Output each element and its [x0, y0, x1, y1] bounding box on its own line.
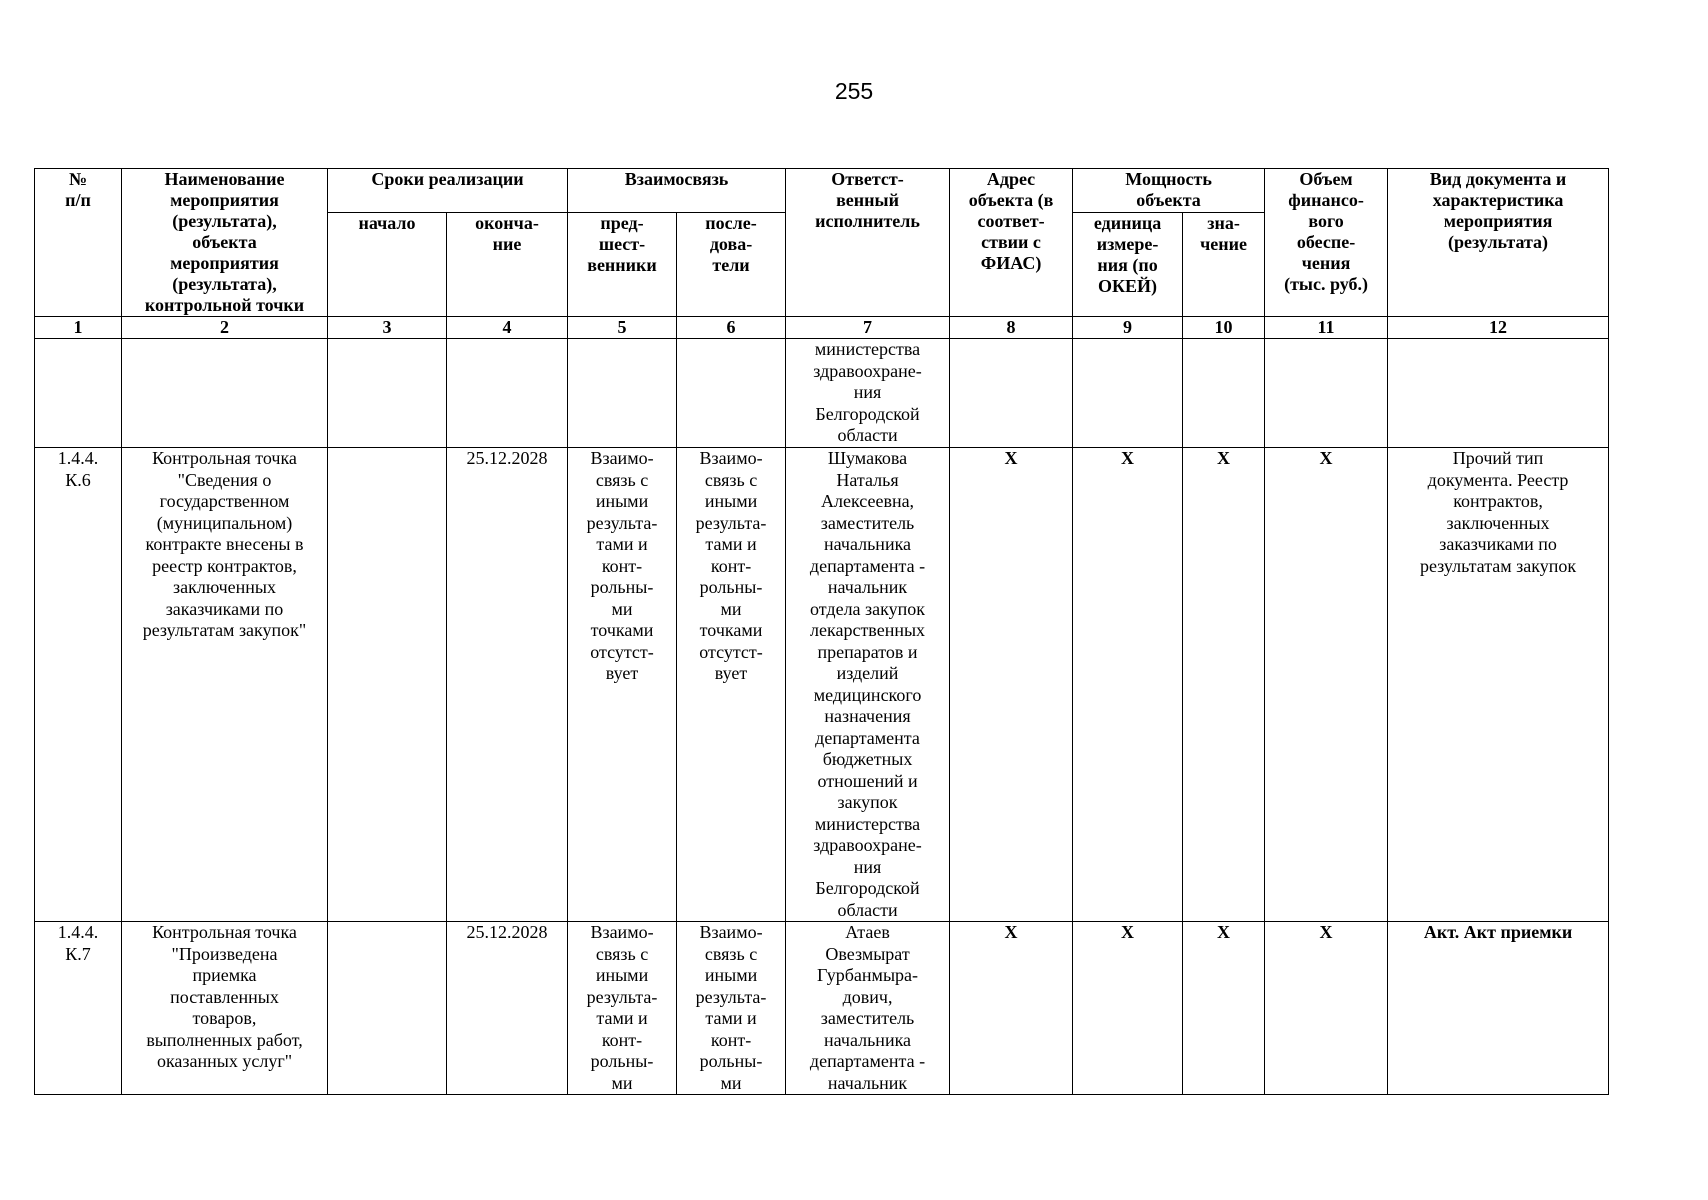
text-line: здравоохране-: [813, 835, 922, 855]
text-line: заместитель: [820, 1008, 915, 1028]
text-line: результа-: [695, 986, 767, 1007]
header-row-1: [35, 169, 1609, 213]
text-line: Алексеевна,: [820, 491, 915, 511]
text-line: объекта: [1136, 190, 1201, 210]
text-line: Наталья: [836, 469, 899, 490]
text-line: Гурбанмыра-: [817, 965, 919, 985]
text-line: связь с: [595, 469, 649, 490]
header-address: [950, 169, 1073, 317]
text-line: Взаимо-: [699, 922, 763, 942]
text-line: изделий: [836, 663, 899, 683]
text-line: Акт. Акт приемки: [1423, 922, 1573, 942]
text-line: департамента -: [809, 1051, 926, 1071]
text-line: реестр контрактов,: [152, 555, 297, 576]
cell-name: [122, 339, 328, 448]
header-doctype: [1388, 169, 1609, 317]
text-line: ми: [611, 1072, 633, 1093]
cell-predecessors: [568, 922, 677, 1095]
text-line: результатам закупок": [142, 620, 307, 640]
text-line: контракте внесены в: [145, 534, 304, 554]
cell-value: Х: [1183, 922, 1265, 1095]
text-line: Ответст-: [831, 169, 904, 189]
text-line: точками: [590, 620, 654, 640]
table-row-k7: [35, 922, 1609, 1095]
text-line: выполненных работ,: [146, 1029, 303, 1050]
activities-table: [34, 168, 1609, 1095]
header-responsible: [786, 169, 950, 317]
text-line: Белгородской: [815, 878, 920, 898]
header-predecessors: [568, 213, 677, 317]
text-line: связь с: [704, 943, 758, 964]
text-line: иными: [595, 965, 649, 985]
cell-predecessors: [568, 448, 677, 922]
text-line: иными: [595, 491, 649, 511]
text-line: венный: [836, 190, 899, 210]
cell-successors: [677, 339, 786, 448]
text-line: конт-: [710, 555, 752, 576]
text-line: документа. Реестр: [1427, 469, 1569, 490]
page-number: 255: [834, 78, 874, 104]
text-line: ФИАС): [980, 253, 1042, 273]
text-line: Шумакова: [827, 448, 908, 468]
header-unit: [1073, 213, 1183, 317]
text-line: отсутст-: [590, 641, 654, 662]
header-terms: Сроки реализации: [328, 169, 568, 213]
text-line: отдела закупок: [810, 598, 926, 619]
cell-number: [35, 339, 122, 448]
cell-end: [447, 339, 568, 448]
cell-responsible: [786, 448, 950, 922]
cell-end: 25.12.2028: [447, 922, 568, 1095]
text-line: ОКЕЙ): [1098, 276, 1158, 296]
text-line: ния: [853, 856, 882, 877]
header-relation: Взаимосвязь: [568, 169, 786, 213]
text-line: результа-: [586, 986, 658, 1007]
header-finance: [1265, 169, 1388, 317]
column-number: 12: [1388, 317, 1609, 339]
text-line: К.6: [65, 469, 91, 490]
cell-successors: [677, 922, 786, 1095]
text-line: области: [837, 425, 898, 445]
text-line: иными: [704, 965, 758, 985]
text-line: рольны-: [590, 1051, 654, 1071]
cell-value: Х: [1183, 448, 1265, 922]
text-line: рольны-: [590, 577, 654, 597]
text-line: дова-: [709, 234, 753, 254]
text-line: Прочий тип: [1452, 448, 1544, 468]
text-line: тели: [712, 255, 750, 275]
cell-start: [328, 339, 447, 448]
cell-value: [1183, 339, 1265, 448]
text-line: (результата): [1448, 232, 1549, 252]
text-line: бюджетных: [822, 749, 913, 769]
text-line: шест-: [598, 234, 646, 254]
text-line: связь с: [595, 943, 649, 964]
text-line: (результата),: [172, 274, 277, 294]
text-line: Мощность: [1125, 169, 1212, 189]
header-num: [35, 169, 122, 317]
text-line: ствии с: [981, 232, 1041, 252]
text-line: объекта (в: [968, 190, 1054, 210]
text-line: медицинского: [813, 684, 922, 705]
text-line: "Произведена: [171, 943, 278, 964]
text-line: закупок: [837, 792, 898, 812]
text-line: заказчиками по: [1439, 534, 1557, 554]
text-line: исполнитель: [815, 211, 920, 231]
text-line: дович,: [842, 986, 893, 1007]
cell-start: [328, 922, 447, 1095]
text-line: департамента: [815, 727, 920, 748]
text-line: после-: [705, 213, 757, 233]
text-line: результа-: [586, 512, 658, 533]
cell-name: [122, 922, 328, 1095]
text-line: конт-: [601, 555, 643, 576]
text-line: (результата),: [172, 211, 277, 231]
text-line: Атаев: [845, 922, 890, 942]
header-capacity: [1073, 169, 1265, 213]
text-line: вует: [714, 663, 748, 683]
text-line: К.7: [65, 943, 91, 964]
text-line: финансо-: [1288, 190, 1364, 210]
cell-predecessors: [568, 339, 677, 448]
header-successors: [677, 213, 786, 317]
text-line: начальника: [824, 534, 912, 554]
text-line: департамента -: [809, 555, 926, 576]
text-line: объекта: [192, 232, 257, 252]
text-line: ми: [611, 598, 633, 619]
text-line: Взаимо-: [590, 922, 654, 942]
text-line: п/п: [65, 190, 91, 210]
text-line: здравоохране-: [813, 360, 922, 381]
text-line: тами и: [596, 534, 648, 554]
text-line: мероприятия: [1443, 211, 1553, 231]
text-line: лекарственных: [810, 620, 926, 640]
text-line: приемка: [192, 965, 257, 985]
cell-number: [35, 922, 122, 1095]
text-line: Объем: [1299, 169, 1353, 189]
text-line: поставленных: [170, 986, 279, 1007]
text-line: вого: [1308, 211, 1344, 231]
text-line: чения: [1301, 253, 1351, 273]
column-number: 3: [328, 317, 447, 339]
cell-number: [35, 448, 122, 922]
column-number: 10: [1183, 317, 1265, 339]
column-number: 6: [677, 317, 786, 339]
column-number: 1: [35, 317, 122, 339]
text-line: контрактов,: [1453, 491, 1543, 511]
text-line: заключенных: [1446, 512, 1550, 533]
column-number: 8: [950, 317, 1073, 339]
text-line: (муниципальном): [156, 512, 293, 533]
text-line: конт-: [710, 1029, 752, 1050]
column-number: 9: [1073, 317, 1183, 339]
text-line: Контрольная точка: [152, 448, 297, 468]
table-row-k6: [35, 448, 1609, 922]
text-line: государственном: [159, 491, 290, 511]
text-line: ми: [720, 598, 742, 619]
cell-unit: Х: [1073, 922, 1183, 1095]
text-line: тами и: [705, 534, 757, 554]
text-line: контрольной точки: [144, 295, 305, 315]
column-numbers-row: [35, 317, 1609, 339]
text-line: связь с: [704, 469, 758, 490]
text-line: ния: [853, 382, 882, 402]
text-line: заключенных: [173, 577, 276, 597]
text-line: Наименование: [164, 169, 285, 189]
text-line: Взаимо-: [590, 448, 654, 468]
text-line: №: [68, 169, 88, 189]
cell-end: 25.12.2028: [447, 448, 568, 922]
cell-unit: [1073, 339, 1183, 448]
text-line: соответ-: [977, 211, 1045, 231]
cell-address: [950, 339, 1073, 448]
text-line: тами и: [596, 1008, 648, 1028]
text-line: характеристика: [1432, 190, 1564, 210]
text-line: отношений и: [817, 770, 918, 791]
text-line: оконча-: [475, 213, 539, 233]
text-line: начальника: [824, 1029, 912, 1050]
text-line: результатам закупок: [1419, 555, 1577, 576]
column-number: 11: [1265, 317, 1388, 339]
text-line: зна-: [1207, 213, 1240, 233]
text-line: ние: [492, 234, 522, 254]
text-line: обеспе-: [1296, 232, 1356, 252]
header-start: начало: [328, 213, 447, 317]
cell-address: Х: [950, 448, 1073, 922]
cell-responsible: [786, 339, 950, 448]
text-line: области: [837, 899, 898, 920]
cell-unit: Х: [1073, 448, 1183, 922]
cell-finance: [1265, 339, 1388, 448]
text-line: измере-: [1096, 234, 1159, 254]
column-number: 5: [568, 317, 677, 339]
text-line: конт-: [601, 1029, 643, 1050]
text-line: препаратов и: [817, 641, 918, 662]
column-number: 7: [786, 317, 950, 339]
text-line: министерства: [814, 339, 921, 359]
text-line: Вид документа и: [1429, 169, 1567, 189]
cell-doctype: [1388, 922, 1609, 1095]
text-line: чение: [1200, 234, 1247, 254]
cell-finance: Х: [1265, 448, 1388, 922]
header-end: [447, 213, 568, 317]
text-line: товаров,: [192, 1008, 257, 1028]
text-line: мероприятия: [170, 190, 279, 210]
cell-address: Х: [950, 922, 1073, 1095]
text-line: рольны-: [699, 1051, 763, 1071]
text-line: (тыс. руб.): [1284, 274, 1368, 294]
text-line: тами и: [705, 1008, 757, 1028]
text-line: единица: [1093, 213, 1162, 233]
text-line: результа-: [695, 512, 767, 533]
text-line: 1.4.4.: [57, 922, 99, 942]
cell-finance: Х: [1265, 922, 1388, 1095]
text-line: Адрес: [986, 169, 1036, 189]
text-line: начальник: [827, 577, 908, 597]
text-line: рольны-: [699, 577, 763, 597]
text-line: 1.4.4.: [57, 448, 99, 468]
text-line: мероприятия: [170, 253, 279, 273]
text-line: оказанных услуг": [156, 1051, 293, 1071]
cell-successors: [677, 448, 786, 922]
text-line: венники: [587, 255, 657, 275]
text-line: назначения: [824, 706, 911, 726]
text-line: пред-: [600, 213, 644, 233]
text-line: "Сведения о: [177, 469, 272, 490]
text-line: Контрольная точка: [152, 922, 297, 942]
text-line: ми: [720, 1072, 742, 1093]
text-line: Белгородской: [815, 403, 920, 424]
text-line: начальник: [827, 1072, 908, 1093]
cell-start: [328, 448, 447, 922]
cell-doctype: [1388, 339, 1609, 448]
text-line: Взаимо-: [699, 448, 763, 468]
cell-name: [122, 448, 328, 922]
cell-responsible: [786, 922, 950, 1095]
text-line: Овезмырат: [825, 943, 910, 964]
cell-doctype: [1388, 448, 1609, 922]
column-number: 2: [122, 317, 328, 339]
text-line: отсутст-: [699, 641, 763, 662]
text-line: точками: [699, 620, 763, 640]
header-value: [1183, 213, 1265, 317]
text-line: иными: [704, 491, 758, 511]
header-name: [122, 169, 328, 317]
text-line: заказчиками по: [165, 598, 284, 619]
text-line: заместитель: [820, 512, 915, 533]
text-line: вует: [605, 663, 639, 683]
text-line: министерства: [814, 813, 921, 834]
text-line: ния (по: [1097, 255, 1158, 275]
column-number: 4: [447, 317, 568, 339]
table-row-continuation: [35, 339, 1609, 448]
